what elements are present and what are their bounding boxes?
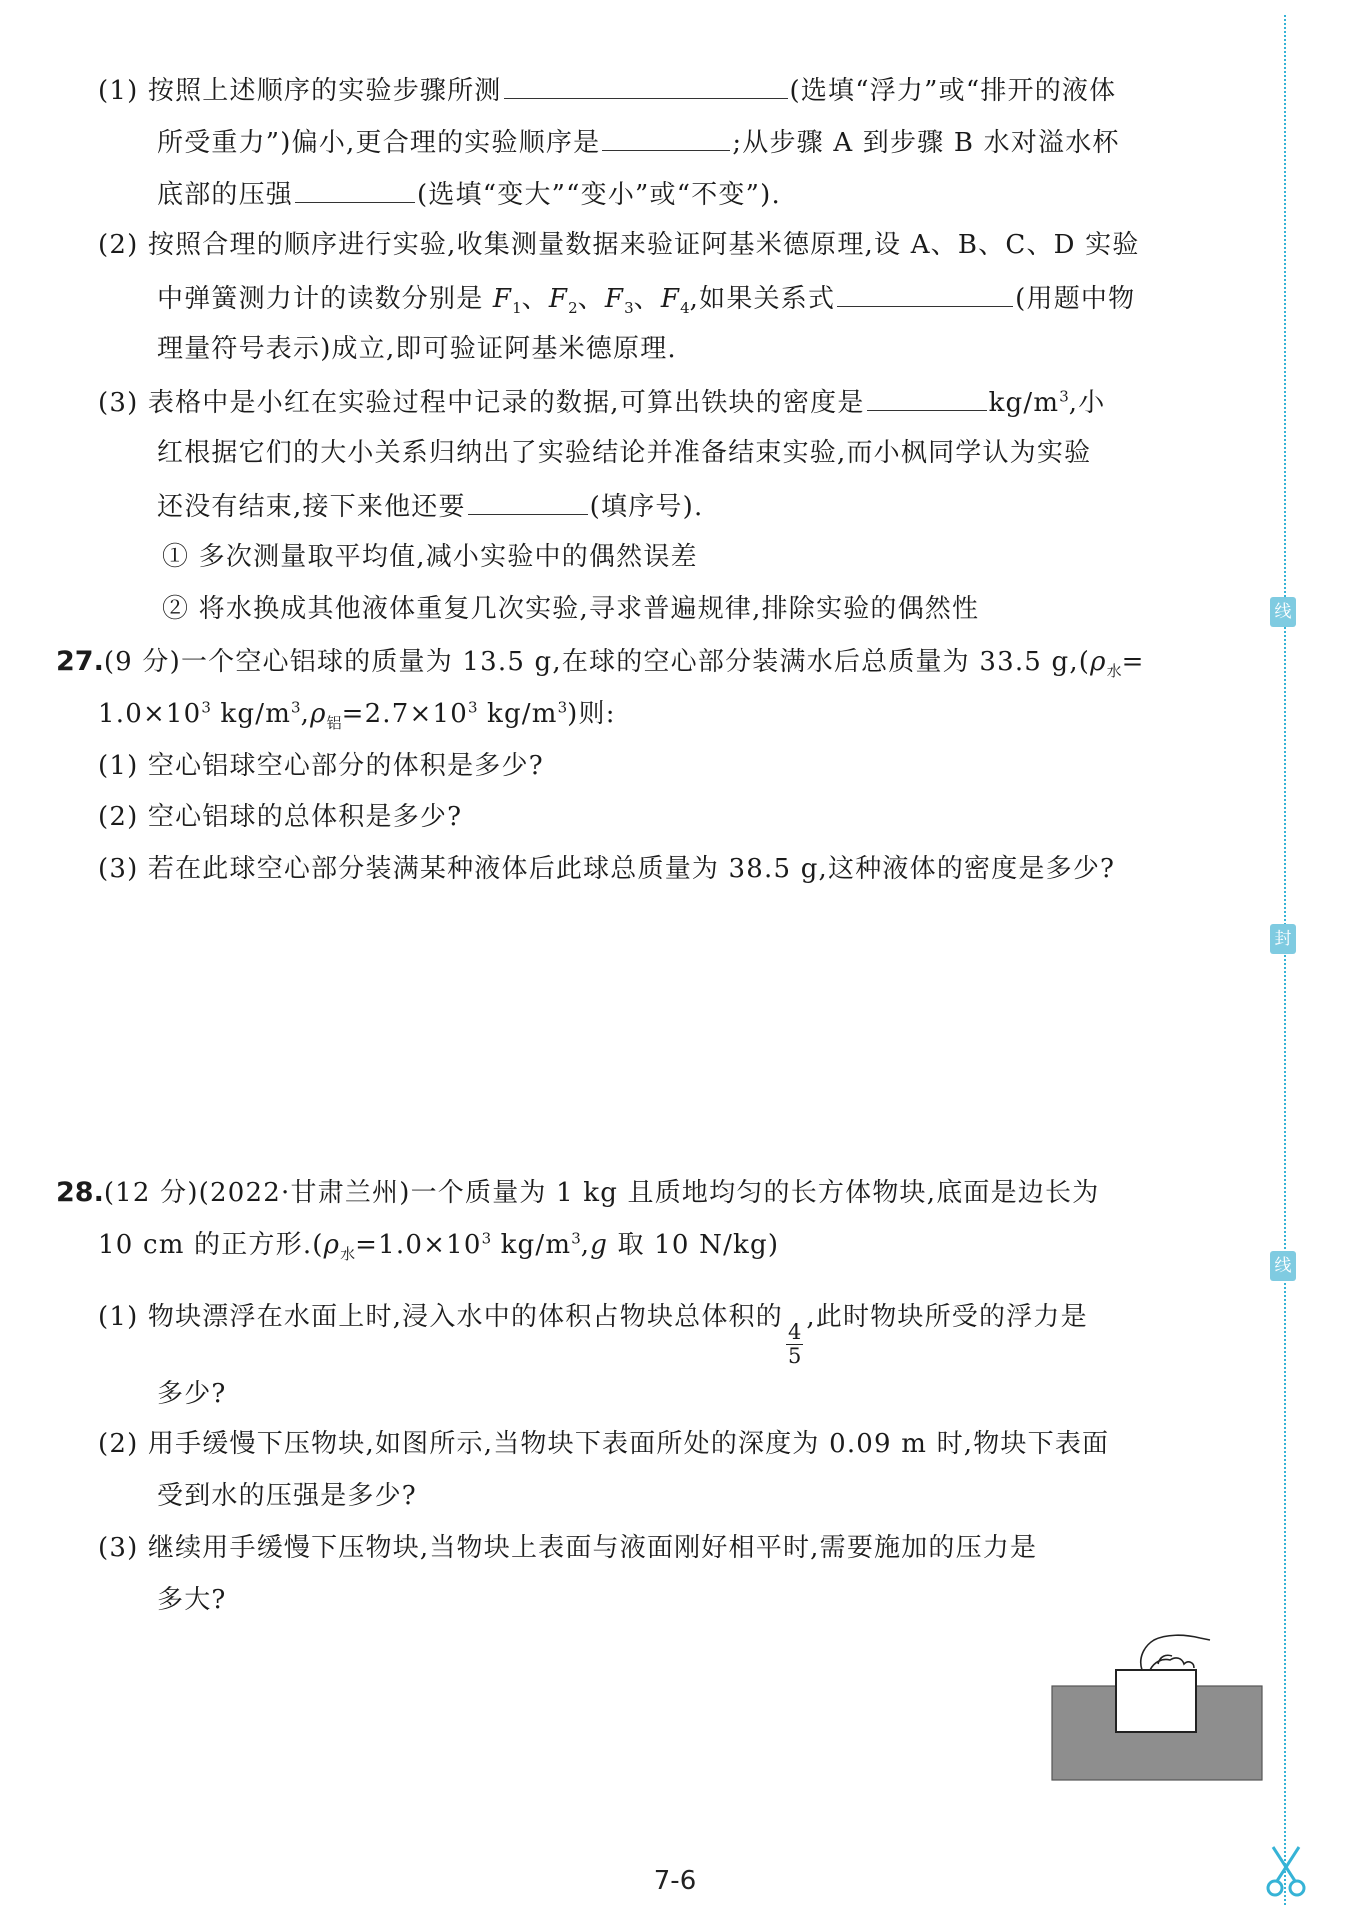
q26-part1-line3: 底部的压强 (选填“变大”“变小”或“不变”). (157, 176, 781, 212)
q28-sub1-line1: (1) 物块漂浮在水面上时,浸入水中的体积占物块总体积的 $\frac{4}{5}$ ,此时物块所受的浮力是 (98, 1302, 1088, 1368)
q26-part2-line3: 理量符号表示)成立,即可验证阿基米德原理. (157, 334, 677, 364)
q28-sub1-line2: 多少? (157, 1379, 227, 1409)
q27-sub3: (3) 若在此球空心部分装满某种液体后此球总质量为 38.5 g,这种液体的密度是多少? (98, 854, 1116, 884)
q28-number: 28. (56, 1177, 104, 1208)
q28-sub2-line1: (2) 用手缓慢下压物块,如图所示,当物块下表面所处的深度为 0.09 m 时,物块下表面 (98, 1429, 1110, 1459)
q26-part3-line2: 红根据它们的大小关系归纳出了实验结论并准备结束实验,而小枫同学认为实验 (157, 438, 1092, 468)
q27-sub1: (1) 空心铝球空心部分的体积是多少? (98, 751, 544, 781)
q26-option-1: ① 多次测量取平均值,减小实验中的偶然误差 (162, 542, 698, 572)
fraction: $\frac{4}{5}$ (787, 1320, 802, 1368)
q28-sub3-line1: (3) 继续用手缓慢下压物块,当物块上表面与液面刚好相平时,需要施加的压力是 (98, 1533, 1038, 1563)
q26-part2-line1: (2) 按照合理的顺序进行实验,收集测量数据来验证阿基米德原理,设 A、B、C、D 实验 (98, 230, 1140, 260)
q26-part2-line2: 中弹簧测力计的读数分别是 $F_1$、$F_2$、$F_3$、$F_4$,如果关系式 (用题中物 (157, 280, 1135, 316)
q27-line2: $1.0\times 10^3$ $kg/m^3,\rho_铝=2.7\times 10^3$ $kg/m^3$)则: (98, 698, 616, 733)
q26-part1-line1: (1) 按照上述顺序的实验步骤所测 (选填“浮力”或“排开的液体 (98, 72, 1116, 108)
hand-icon (1141, 1635, 1210, 1670)
q26-option-2: ② 将水换成其他液体重复几次实验,寻求普遍规律,排除实验的偶然性 (162, 594, 980, 624)
answer-blank[interactable] (602, 124, 730, 151)
answer-blank[interactable] (837, 280, 1013, 307)
cut-line (1284, 15, 1286, 1905)
q28-sub2-line2: 受到水的压强是多少? (157, 1481, 417, 1511)
side-mark-middle: 封 (1270, 924, 1296, 954)
answer-blank[interactable] (867, 384, 987, 411)
q26-part3-line1: (3) 表格中是小红在实验过程中记录的数据,可算出铁块的密度是 $kg/m^3$,小 (98, 384, 1105, 420)
q27-number: 27. (56, 646, 104, 677)
q27-sub2: (2) 空心铝球的总体积是多少? (98, 802, 463, 832)
q28-line1: 28.(12 分)(2022·甘肃兰州)一个质量为 1 kg 且质地均匀的长方体物块,底面是边长为 (56, 1177, 1100, 1208)
side-mark-top: 线 (1270, 597, 1296, 627)
answer-blank[interactable] (504, 72, 788, 99)
answer-blank[interactable] (468, 488, 588, 515)
answer-blank[interactable] (295, 176, 415, 203)
block-in-water-figure (1050, 1628, 1266, 1783)
q27-line1: 27.(9 分)一个空心铝球的质量为 13.5 g,在球的空心部分装满水后总质量为 33.5 $g,(\rho_水=$ (56, 646, 1145, 681)
q26-part1-line2: 所受重力”)偏小,更合理的实验顺序是 ;从步骤 A 到步骤 B 水对溢水杯 (157, 124, 1120, 160)
q26-part3-line3: 还没有结束,接下来他还要 (填序号). (157, 488, 703, 524)
q28-sub3-line2: 多大? (157, 1585, 227, 1615)
page-number: 7-6 (653, 1866, 697, 1896)
q28-line2: 10 cm 的正方形$.(\rho_水=1.0\times 10^3$ $kg/m^3,g$ 取 10 N/kg) (98, 1229, 780, 1264)
block (1116, 1670, 1196, 1732)
side-mark-bottom: 线 (1270, 1251, 1296, 1281)
